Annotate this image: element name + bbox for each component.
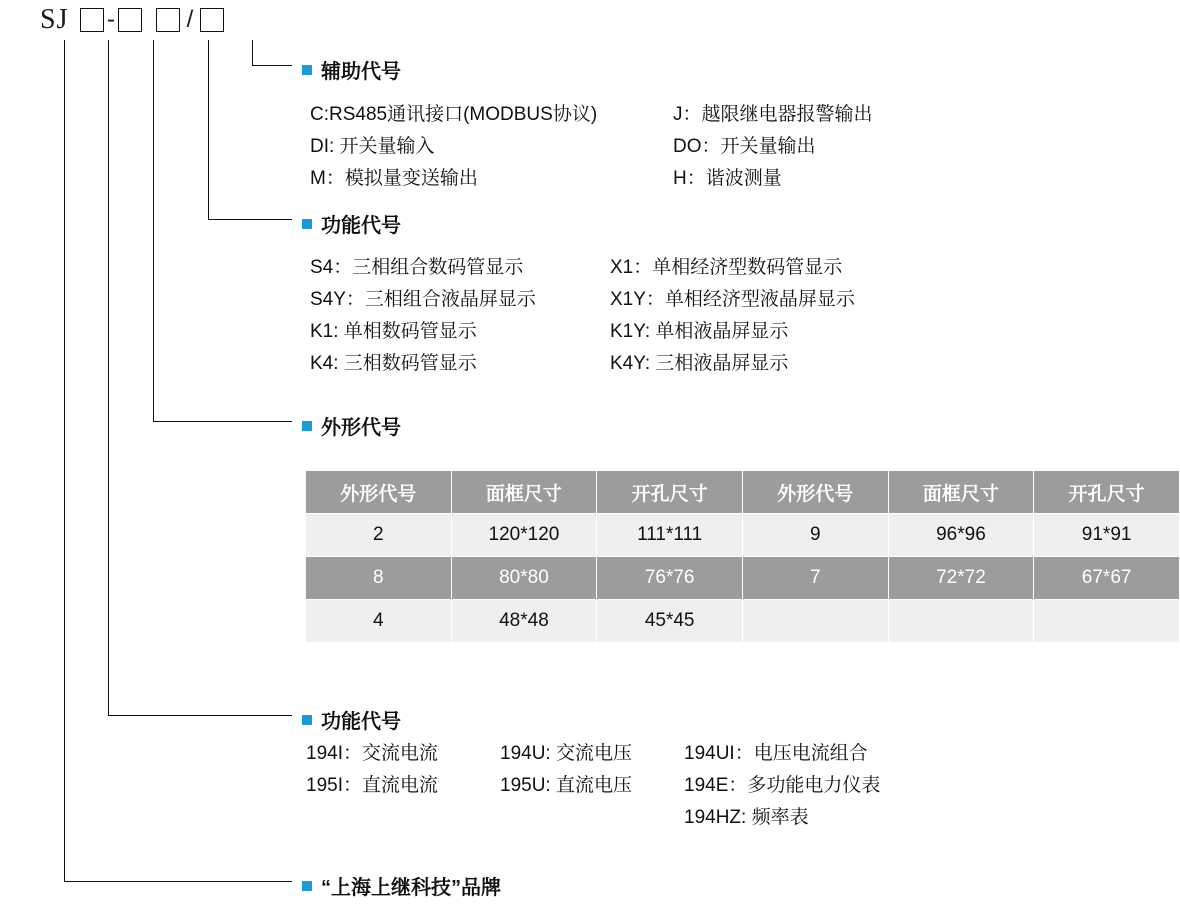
section-title-aux: 辅助代号 xyxy=(321,61,401,83)
leader-function-display-horizontal xyxy=(208,219,292,220)
square-bullet-icon xyxy=(302,421,312,431)
square-bullet-icon xyxy=(302,715,312,725)
table-header-cell: 开孔尺寸 xyxy=(1034,471,1180,514)
leader-function-meter-horizontal xyxy=(108,715,292,716)
table-cell: 80*80 xyxy=(451,557,597,600)
section-title-function-display: 功能代号 xyxy=(321,215,401,237)
section-header-brand xyxy=(302,871,501,900)
aux-item-2: DI: 开关量输入 xyxy=(310,136,435,157)
leader-shape-vertical xyxy=(153,40,154,422)
function-meter-item-0: 194I：交流电流 xyxy=(306,743,438,764)
table-cell: 96*96 xyxy=(888,514,1034,557)
dimension-table xyxy=(305,470,1180,643)
table-cell: 91*91 xyxy=(1034,514,1180,557)
table-cell: 45*45 xyxy=(597,600,743,643)
function-display-item-7: K4Y: 三相液晶屏显示 xyxy=(610,353,789,374)
section-header-aux xyxy=(302,55,401,84)
table-cell: 72*72 xyxy=(888,557,1034,600)
table-cell-empty xyxy=(1034,600,1180,643)
table-row xyxy=(306,514,1180,557)
square-bullet-icon xyxy=(302,65,312,75)
table-header-cell: 外形代号 xyxy=(306,471,452,514)
section-header-shape xyxy=(302,411,401,440)
function-meter-item-3: 195I：直流电流 xyxy=(306,775,438,796)
section-title-shape: 外形代号 xyxy=(321,417,401,439)
function-meter-item-5: 194E：多功能电力仪表 xyxy=(684,775,881,796)
leader-function-display-vertical xyxy=(208,40,209,220)
function-display-item-5: K1Y: 单相液晶屏显示 xyxy=(610,321,789,342)
table-cell-empty xyxy=(888,600,1034,643)
section-header-function-display xyxy=(302,209,401,238)
table-cell: 120*120 xyxy=(451,514,597,557)
table-cell: 7 xyxy=(743,557,889,600)
model-code-prefix: SJ xyxy=(40,4,69,35)
function-meter-item-6: 194HZ: 频率表 xyxy=(684,807,809,828)
leader-aux-vertical xyxy=(252,40,253,66)
function-meter-item-2: 194UI：电压电流组合 xyxy=(684,743,868,764)
table-row xyxy=(306,557,1180,600)
table-cell: 2 xyxy=(306,514,452,557)
table-cell: 67*67 xyxy=(1034,557,1180,600)
table-header-cell: 面框尺寸 xyxy=(451,471,597,514)
model-code-box-1 xyxy=(80,8,104,32)
model-code-slash: / xyxy=(186,6,195,33)
model-code-dash: - xyxy=(106,6,116,33)
table-cell: 76*76 xyxy=(597,557,743,600)
leader-function-meter-vertical xyxy=(108,40,109,716)
table-cell: 48*48 xyxy=(451,600,597,643)
leader-shape-horizontal xyxy=(153,421,292,422)
function-display-item-3: X1Y：单相经济型液晶屏显示 xyxy=(610,289,855,310)
aux-item-5: H：谐波测量 xyxy=(673,168,782,189)
model-code-box-3 xyxy=(156,8,180,32)
aux-item-3: DO：开关量输出 xyxy=(673,136,816,157)
square-bullet-icon xyxy=(302,881,312,891)
table-cell: 8 xyxy=(306,557,452,600)
model-code-box-4 xyxy=(200,8,224,32)
function-display-item-0: S4：三相组合数码管显示 xyxy=(310,257,524,278)
table-cell-empty xyxy=(743,600,889,643)
function-display-item-6: K4: 三相数码管显示 xyxy=(310,353,477,374)
model-code-box-2 xyxy=(118,8,142,32)
leader-aux-horizontal xyxy=(252,65,292,66)
leader-brand-horizontal xyxy=(64,881,292,882)
table-cell: 4 xyxy=(306,600,452,643)
section-title-function-meter: 功能代号 xyxy=(321,711,401,733)
section-header-function-meter xyxy=(302,705,401,734)
table-cell: 111*111 xyxy=(597,514,743,557)
aux-item-0: C:RS485通讯接口(MODBUS协议) xyxy=(310,104,598,125)
function-meter-item-1: 194U: 交流电压 xyxy=(500,743,632,764)
table-header-cell: 面框尺寸 xyxy=(888,471,1034,514)
model-code-line xyxy=(40,4,224,36)
table-cell: 9 xyxy=(743,514,889,557)
square-bullet-icon xyxy=(302,219,312,229)
aux-item-1: J：越限继电器报警输出 xyxy=(673,104,873,125)
function-meter-item-4: 195U: 直流电压 xyxy=(500,775,632,796)
leader-brand-vertical xyxy=(64,40,65,882)
aux-item-4: M：模拟量变送输出 xyxy=(310,168,478,189)
function-display-item-4: K1: 单相数码管显示 xyxy=(310,321,477,342)
table-header-row xyxy=(306,471,1180,514)
function-display-item-1: X1：单相经济型数码管显示 xyxy=(610,257,843,278)
table-header-cell: 开孔尺寸 xyxy=(597,471,743,514)
function-display-item-2: S4Y：三相组合液晶屏显示 xyxy=(310,289,536,310)
table-row xyxy=(306,600,1180,643)
table-header-cell: 外形代号 xyxy=(743,471,889,514)
section-title-brand: “上海上继科技”品牌 xyxy=(321,877,501,899)
